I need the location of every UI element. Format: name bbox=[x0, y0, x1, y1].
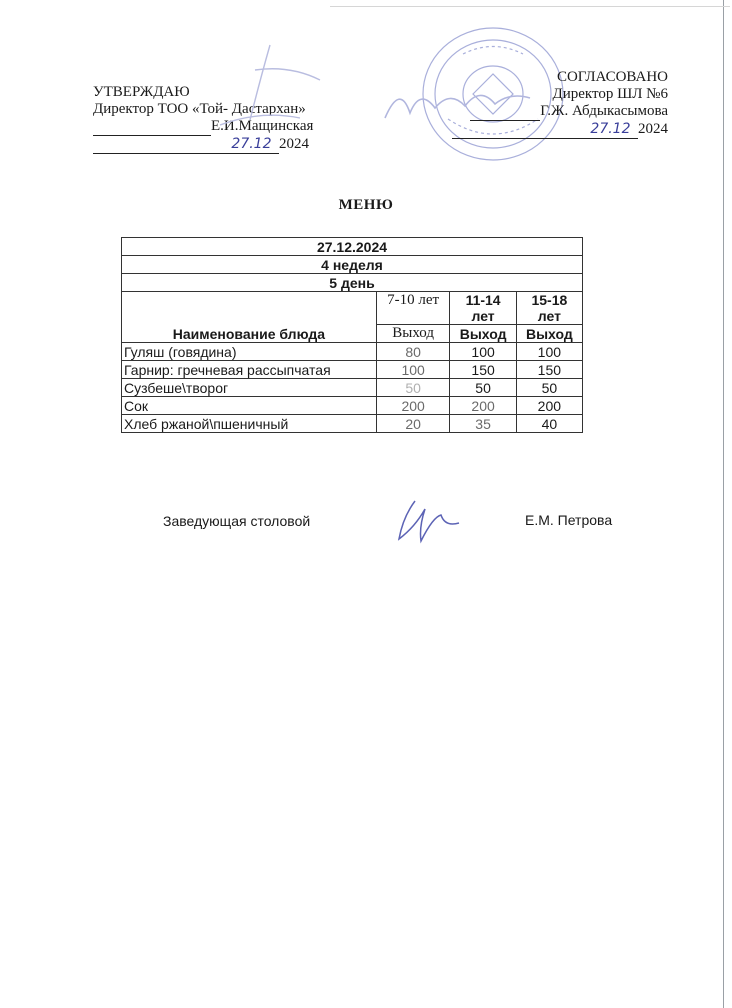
portion-value: 80 bbox=[376, 343, 450, 361]
age-group-header: 7-10 лет bbox=[376, 292, 450, 325]
table-row bbox=[122, 238, 583, 256]
portion-value: 200 bbox=[516, 397, 582, 415]
agreement-signature-icon bbox=[380, 78, 540, 138]
dish-name: Гуляш (говядина) bbox=[122, 343, 377, 361]
scan-edge bbox=[723, 0, 724, 1008]
table-row bbox=[122, 292, 583, 325]
cook-signature-icon bbox=[385, 497, 465, 549]
portion-value: 150 bbox=[450, 361, 516, 379]
cook-name: Е.М. Петрова bbox=[525, 512, 613, 528]
portion-value: 50 bbox=[450, 379, 516, 397]
portion-value: 20 bbox=[376, 415, 450, 433]
table-row bbox=[122, 274, 583, 292]
output-header: Выход bbox=[516, 325, 582, 343]
agreement-name: Г.Ж. Абдыкасымова bbox=[540, 103, 668, 119]
table-row bbox=[122, 256, 583, 274]
dish-header: Наименование блюда bbox=[122, 292, 377, 343]
portion-value: 35 bbox=[450, 415, 516, 433]
agreement-heading: СОГЛАСОВАНО bbox=[556, 69, 668, 85]
portion-value: 200 bbox=[450, 397, 516, 415]
dish-name: Сузбеше\творог bbox=[122, 379, 377, 397]
approval-year: 2024 bbox=[279, 136, 309, 152]
menu-week: 4 неделя bbox=[122, 256, 583, 274]
output-header: Выход bbox=[450, 325, 516, 343]
approval-heading: УТВЕРЖДАЮ bbox=[93, 84, 190, 100]
menu-table bbox=[121, 237, 583, 433]
portion-value: 100 bbox=[376, 361, 450, 379]
table-row bbox=[122, 343, 583, 361]
table-row bbox=[122, 379, 583, 397]
menu-day: 5 день bbox=[122, 274, 583, 292]
agreement-date-hand: 27.12 bbox=[590, 121, 631, 137]
dish-name: Гарнир: гречневая рассыпчатая bbox=[122, 361, 377, 379]
approval-position: Директор ТОО «Той- Дастархан» bbox=[93, 101, 306, 117]
dish-name: Сок bbox=[122, 397, 377, 415]
cook-role: Заведующая столовой bbox=[163, 513, 311, 529]
agreement-position: Директор ШЛ №6 bbox=[552, 86, 668, 102]
portion-value: 200 bbox=[376, 397, 450, 415]
approval-date-hand: 27.12 bbox=[231, 136, 272, 152]
portion-value: 40 bbox=[516, 415, 582, 433]
age-group-header: 11-14 лет bbox=[450, 292, 516, 325]
output-header: Выход bbox=[376, 325, 450, 343]
table-row bbox=[122, 415, 583, 433]
portion-value: 100 bbox=[450, 343, 516, 361]
signature-underline bbox=[93, 118, 211, 136]
director-signature-icon bbox=[200, 40, 340, 140]
portion-value: 150 bbox=[516, 361, 582, 379]
age-group-header: 15-18 лет bbox=[516, 292, 582, 325]
dish-name: Хлеб ржаной\пшеничный bbox=[122, 415, 377, 433]
menu-date: 27.12.2024 bbox=[122, 238, 583, 256]
scan-edge-top bbox=[330, 6, 730, 7]
table-row bbox=[122, 361, 583, 379]
table-row bbox=[122, 397, 583, 415]
portion-value: 50 bbox=[376, 379, 450, 397]
approval-name: Е.И.Мащинская bbox=[211, 118, 314, 134]
agreement-year: 2024 bbox=[638, 121, 668, 137]
portion-value: 50 bbox=[516, 379, 582, 397]
portion-value: 100 bbox=[516, 343, 582, 361]
document-title: МЕНЮ bbox=[338, 197, 394, 213]
